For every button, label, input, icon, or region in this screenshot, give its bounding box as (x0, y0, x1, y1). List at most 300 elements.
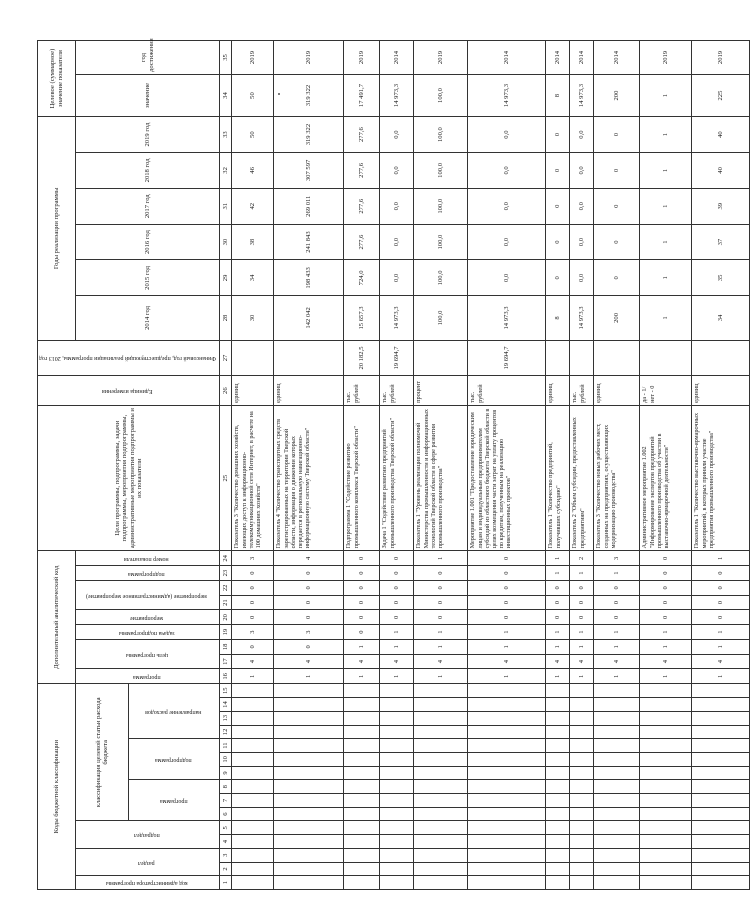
code-cell (468, 807, 546, 821)
year-value-cell: 38 (232, 224, 274, 260)
code-cell (546, 711, 570, 725)
code-cell: 1 (594, 669, 640, 684)
fin-year-cell: 19 694,7 (380, 340, 414, 376)
code-cell (640, 848, 692, 862)
code-cell: 1 (594, 566, 640, 581)
code-cell (468, 780, 546, 794)
code-cell (380, 807, 414, 821)
header-years: Годы реализации программы (38, 117, 76, 340)
code-cell (692, 876, 750, 890)
code-cell: 0 (468, 580, 546, 595)
fin-year-cell (546, 340, 570, 376)
code-cell (232, 876, 274, 890)
code-cell: 1 (468, 669, 546, 684)
year-value-cell: 1 (640, 260, 692, 296)
column-number: 10 (220, 752, 232, 766)
column-number: 14 (220, 698, 232, 712)
column-number: 34 (220, 74, 232, 116)
code-cell: 0 (468, 595, 546, 610)
fin-year-cell (274, 340, 344, 376)
code-cell (468, 794, 546, 808)
code-cell (640, 766, 692, 780)
code-cell: 4 (274, 551, 344, 566)
code-cell (274, 766, 344, 780)
year-value-cell: 34 (232, 260, 274, 296)
target-year-cell: 2014 (380, 41, 414, 75)
code-cell (546, 780, 570, 794)
code-cell (692, 725, 750, 739)
code-cell: 0 (546, 580, 570, 595)
code-cell: 0 (692, 610, 750, 625)
year-value-cell: 100,0 (414, 188, 468, 224)
code-cell: 0 (546, 595, 570, 610)
column-number: 20 (220, 610, 232, 625)
year-value-cell: 100,0 (414, 260, 468, 296)
year-value-cell: 15 657,3 (344, 296, 380, 340)
code-cell (692, 807, 750, 821)
year-value-cell: 241 843 (274, 224, 344, 260)
column-number: 35 (220, 41, 232, 75)
code-cell (570, 739, 594, 753)
code-cell: 0 (570, 595, 594, 610)
target-year-cell: 2019 (692, 41, 750, 75)
code-cell (570, 835, 594, 849)
goal-name-cell: Показатель 1 "Количество выставочно-ярмарочных мероприятий, в которых приняли участие предприятия промышленного производства" (692, 405, 750, 550)
header-budget-codes: Коды бюджетной классификации (38, 684, 76, 890)
code-cell (414, 876, 468, 890)
year-value-cell: 40 (692, 117, 750, 153)
year-value-cell: 277,6 (344, 153, 380, 189)
year-value-cell: 0 (594, 260, 640, 296)
code-cell (468, 862, 546, 876)
header-additional-code: Дополнительный аналитический код (38, 551, 76, 684)
year-value-cell: 0,0 (380, 224, 414, 260)
code-cell (414, 684, 468, 698)
code-cell (380, 766, 414, 780)
code-cell: 4 (546, 654, 570, 669)
code-cell: 0 (274, 639, 344, 654)
code-cell (274, 862, 344, 876)
code-cell (380, 725, 414, 739)
target-value-cell: 14 973,3 (468, 74, 546, 116)
code-cell (232, 698, 274, 712)
code-cell: 3 (232, 625, 274, 640)
target-year-cell: 2014 (468, 41, 546, 75)
code-cell (274, 711, 344, 725)
year-value-cell: 0,0 (380, 188, 414, 224)
code-cell (414, 862, 468, 876)
code-cell (274, 739, 344, 753)
code-cell (594, 725, 640, 739)
header-god-dost: год достижения (76, 41, 220, 75)
code-cell: 0 (570, 610, 594, 625)
code-cell (570, 848, 594, 862)
code-cell (468, 848, 546, 862)
code-cell: 0 (594, 610, 640, 625)
code-cell (640, 821, 692, 835)
year-value-cell: 0,0 (380, 117, 414, 153)
code-cell (640, 698, 692, 712)
code-cell (692, 794, 750, 808)
code-cell (274, 794, 344, 808)
code-cell (344, 848, 380, 862)
column-number: 16 (220, 669, 232, 684)
code-cell (640, 807, 692, 821)
code-cell: 1 (594, 625, 640, 640)
code-cell (232, 848, 274, 862)
header-2015: 2015 год (76, 260, 220, 296)
code-cell: 0 (570, 580, 594, 595)
header-goals: Цели программы, подпрограммы, задачи подпрограммы, мероприятия подпрограммы, административные мероприятия подпрограммы и их показатели (38, 405, 220, 550)
code-cell (274, 821, 344, 835)
table-row (414, 41, 468, 890)
goal-name-cell: Задача 1 "Содействие развитию предприятий промышленного производства Тверской области" (380, 405, 414, 550)
code-cell (468, 725, 546, 739)
code-cell: 0 (414, 566, 468, 581)
year-value-cell: 319 322 (274, 117, 344, 153)
code-cell: 1 (640, 625, 692, 640)
code-cell: 0 (640, 610, 692, 625)
code-cell: 1 (640, 639, 692, 654)
code-cell: 0 (380, 580, 414, 595)
year-value-cell: 50 (232, 117, 274, 153)
goal-name-cell: Показатель 2 "Объем субсидии, предоставленных предприятиям" (570, 405, 594, 550)
target-year-cell: 2014 (594, 41, 640, 75)
code-cell (692, 684, 750, 698)
column-number: 13 (220, 711, 232, 725)
code-cell: 0 (232, 639, 274, 654)
code-cell: 2 (570, 551, 594, 566)
code-cell (344, 711, 380, 725)
code-cell (468, 684, 546, 698)
header-razdel: раздел (76, 848, 220, 875)
code-cell: 0 (414, 610, 468, 625)
year-value-cell: 39 (692, 188, 750, 224)
table-row (380, 41, 414, 890)
unit-cell: тыс. рублей (344, 376, 380, 406)
code-cell (692, 780, 750, 794)
year-value-cell: 0 (546, 224, 570, 260)
target-year-cell: 2019 (414, 41, 468, 75)
code-cell: 0 (344, 580, 380, 595)
target-value-cell: 1 (640, 74, 692, 116)
code-cell (414, 807, 468, 821)
column-number: 7 (220, 794, 232, 808)
code-cell: 0 (274, 566, 344, 581)
year-value-cell: 1 (640, 296, 692, 340)
goal-name-cell: Показатель 4 "Количество транспортных средств зарегистрированных на территории Тверской области, информация о движении которых передается в региональную навигационно-информационную систему Тверской области" (274, 405, 344, 550)
year-value-cell: 1 (640, 117, 692, 153)
code-cell (380, 876, 414, 890)
code-cell (640, 876, 692, 890)
code-cell: 0 (692, 566, 750, 581)
header-2014: 2014 год (76, 296, 220, 340)
year-value-cell: 0,0 (570, 224, 594, 260)
code-cell: 4 (594, 654, 640, 669)
rotated-table-container (37, 38, 725, 890)
year-value-cell: 0 (546, 117, 570, 153)
code-cell (692, 766, 750, 780)
code-cell: 1 (692, 625, 750, 640)
code-cell (594, 807, 640, 821)
year-value-cell: 0 (594, 224, 640, 260)
code-cell: 0 (232, 580, 274, 595)
code-cell (414, 698, 468, 712)
year-value-cell: 100,0 (414, 224, 468, 260)
code-cell (546, 766, 570, 780)
code-cell: 1 (570, 669, 594, 684)
column-number: 2 (220, 862, 232, 876)
table-row (640, 41, 692, 890)
code-cell: 0 (380, 610, 414, 625)
header-znachenie: значение (76, 74, 220, 116)
code-cell (380, 698, 414, 712)
code-cell (640, 752, 692, 766)
column-number: 19 (220, 625, 232, 640)
year-value-cell: 14 973,3 (380, 296, 414, 340)
year-value-cell: 1 (640, 188, 692, 224)
code-cell: 1 (546, 669, 570, 684)
goal-name-cell: Административное мероприятие 1.002 "Информирование экспертов предприятий промышленного производства об участии в выставочно-ярмарочной деятельности" (640, 405, 692, 550)
code-cell (594, 780, 640, 794)
code-cell (274, 876, 344, 890)
column-number: 9 (220, 766, 232, 780)
column-number: 4 (220, 835, 232, 849)
code-cell (692, 711, 750, 725)
year-value-cell: 34 (692, 296, 750, 340)
year-value-cell: 269 011 (274, 188, 344, 224)
code-cell (414, 780, 468, 794)
code-cell (640, 794, 692, 808)
code-cell: 0 (380, 566, 414, 581)
code-cell: 3 (232, 551, 274, 566)
code-cell: 0 (232, 566, 274, 581)
goal-name-cell: Мероприятие 1.001 "Предоставление юридическим лицам и индивидуальным предпринимателям субсидий из областного бюджета Тверской области в целях возмещения части затрат на уплату процентов по кредитам, полученным на реализацию инвестиционных проектов" (468, 405, 546, 550)
code-cell (468, 739, 546, 753)
header-classification: классификация целевой статьи расхода бюджета (76, 684, 129, 821)
code-cell: 0 (274, 595, 344, 610)
unit-cell: тыс. рублей (570, 376, 594, 406)
code-cell (232, 739, 274, 753)
code-cell (380, 684, 414, 698)
header-meropriyatie-adm: мероприятие (административное мероприятие) (76, 580, 220, 610)
code-cell (594, 752, 640, 766)
code-cell (414, 739, 468, 753)
code-cell (380, 848, 414, 862)
column-number: 33 (220, 117, 232, 153)
column-number: 5 (220, 821, 232, 835)
code-cell (640, 780, 692, 794)
code-cell: 4 (274, 654, 344, 669)
code-cell (570, 821, 594, 835)
table-row (344, 41, 380, 890)
code-cell (570, 794, 594, 808)
code-cell (546, 725, 570, 739)
code-cell (274, 848, 344, 862)
target-value-cell: 50 (232, 74, 274, 116)
code-cell (274, 698, 344, 712)
code-cell: 1 (546, 566, 570, 581)
header-2018: 2018 год (76, 153, 220, 189)
year-value-cell: 0,0 (570, 188, 594, 224)
year-value-cell: 142 042 (274, 296, 344, 340)
code-cell: 0 (344, 566, 380, 581)
code-cell: 4 (570, 654, 594, 669)
column-number: 30 (220, 224, 232, 260)
code-cell: 1 (692, 551, 750, 566)
code-cell (468, 876, 546, 890)
year-value-cell: 42 (232, 188, 274, 224)
table-row (232, 41, 274, 890)
code-cell (546, 684, 570, 698)
code-cell (274, 835, 344, 849)
code-cell: 0 (546, 610, 570, 625)
header-napravlenie: направление расходов (129, 684, 220, 739)
code-cell (380, 821, 414, 835)
goal-name-cell: Показатель 3 "Количество домашних хозяйств, имеющих доступ к информационно-телекоммуникационной сети Интернет, в расчете на 100 домашних хозяйств" (232, 405, 274, 550)
code-cell: 0 (594, 595, 640, 610)
column-number: 22 (220, 580, 232, 595)
code-cell (380, 711, 414, 725)
code-cell: 1 (414, 551, 468, 566)
column-number: 1 (220, 876, 232, 890)
header-programma: программа (129, 780, 220, 821)
target-year-cell: 2019 (640, 41, 692, 75)
code-cell (468, 766, 546, 780)
code-cell: 1 (232, 669, 274, 684)
code-cell (594, 766, 640, 780)
year-value-cell: 14 973,3 (468, 296, 546, 340)
code-cell (594, 698, 640, 712)
code-cell: 1 (414, 625, 468, 640)
target-year-cell: 2019 (274, 41, 344, 75)
year-value-cell: 0,0 (468, 153, 546, 189)
code-cell (344, 684, 380, 698)
year-value-cell: 0,0 (468, 188, 546, 224)
column-number: 27 (220, 340, 232, 376)
year-value-cell: 277,6 (344, 224, 380, 260)
code-cell: 1 (640, 669, 692, 684)
code-cell (380, 780, 414, 794)
code-cell (546, 821, 570, 835)
code-cell (414, 711, 468, 725)
code-cell: 0 (692, 595, 750, 610)
code-cell: 4 (232, 654, 274, 669)
code-cell (594, 684, 640, 698)
code-cell (344, 752, 380, 766)
header-fin-year: Финансовый год, предшествующий реализации программы, 2013 год (38, 340, 220, 376)
year-value-cell: 0 (594, 188, 640, 224)
code-cell (344, 862, 380, 876)
year-value-cell: 198 433 (274, 260, 344, 296)
header-target: Целевое (суммарное) значение показателя (38, 41, 76, 117)
code-cell (344, 739, 380, 753)
code-cell: 0 (380, 551, 414, 566)
header-2019: 2019 год (76, 117, 220, 153)
code-cell (546, 794, 570, 808)
header-2017: 2017 год (76, 188, 220, 224)
target-value-cell: 319 322 (274, 74, 344, 116)
code-cell (692, 698, 750, 712)
target-value-cell: 200 (594, 74, 640, 116)
code-cell: 1 (468, 625, 546, 640)
year-value-cell: 100,0 (414, 153, 468, 189)
code-cell: 4 (344, 654, 380, 669)
code-cell: 0 (640, 551, 692, 566)
code-cell (546, 876, 570, 890)
code-cell: 0 (640, 566, 692, 581)
column-number: 31 (220, 188, 232, 224)
code-cell (344, 807, 380, 821)
table-body (232, 41, 750, 890)
code-cell: 0 (468, 610, 546, 625)
code-cell (344, 835, 380, 849)
header-podrazdel: подраздел (76, 821, 220, 848)
year-value-cell: 0,0 (570, 153, 594, 189)
code-cell (232, 821, 274, 835)
year-value-cell: 46 (232, 153, 274, 189)
unit-cell: процент (414, 376, 468, 406)
code-cell (546, 835, 570, 849)
header-nomer: номер показателя (76, 551, 220, 566)
code-cell (414, 835, 468, 849)
goal-name-cell: Показатель 1 "Количество предприятий, получивших субсидию" (546, 405, 570, 550)
column-number: 25 (220, 405, 232, 550)
year-value-cell: 277,6 (344, 188, 380, 224)
code-cell (570, 876, 594, 890)
column-number: 21 (220, 595, 232, 610)
fin-year-cell (640, 340, 692, 376)
year-value-cell: 307 597 (274, 153, 344, 189)
column-number-row (220, 41, 232, 890)
year-value-cell: 0,0 (468, 224, 546, 260)
code-cell (570, 752, 594, 766)
unit-cell: тыс. рублей (380, 376, 414, 406)
table-row (570, 41, 594, 890)
year-value-cell: 0,0 (380, 153, 414, 189)
header-cel: цель программы (76, 639, 220, 669)
code-cell: 1 (546, 639, 570, 654)
code-cell: 1 (380, 669, 414, 684)
code-cell: 0 (640, 580, 692, 595)
code-cell (232, 780, 274, 794)
table-row (692, 41, 750, 890)
code-cell (640, 739, 692, 753)
code-cell (692, 848, 750, 862)
code-cell (594, 711, 640, 725)
code-cell: 4 (468, 654, 546, 669)
code-cell (570, 807, 594, 821)
column-number: 24 (220, 551, 232, 566)
code-cell (640, 711, 692, 725)
code-cell: 1 (274, 669, 344, 684)
code-cell (414, 794, 468, 808)
code-cell (640, 835, 692, 849)
code-cell: 0 (232, 595, 274, 610)
code-cell (414, 821, 468, 835)
code-cell (570, 862, 594, 876)
year-value-cell: 200 (594, 296, 640, 340)
code-cell (344, 876, 380, 890)
code-cell: 4 (692, 654, 750, 669)
year-value-cell: 0 (594, 117, 640, 153)
header-kod-admin: код администратора программы (76, 876, 220, 890)
code-cell: 0 (274, 580, 344, 595)
goal-name-cell: Подпрограмма 1 "Содействие развитию промышленного комплекса Тверской области" (344, 405, 380, 550)
code-cell (546, 862, 570, 876)
code-cell (692, 752, 750, 766)
code-cell: 1 (546, 551, 570, 566)
